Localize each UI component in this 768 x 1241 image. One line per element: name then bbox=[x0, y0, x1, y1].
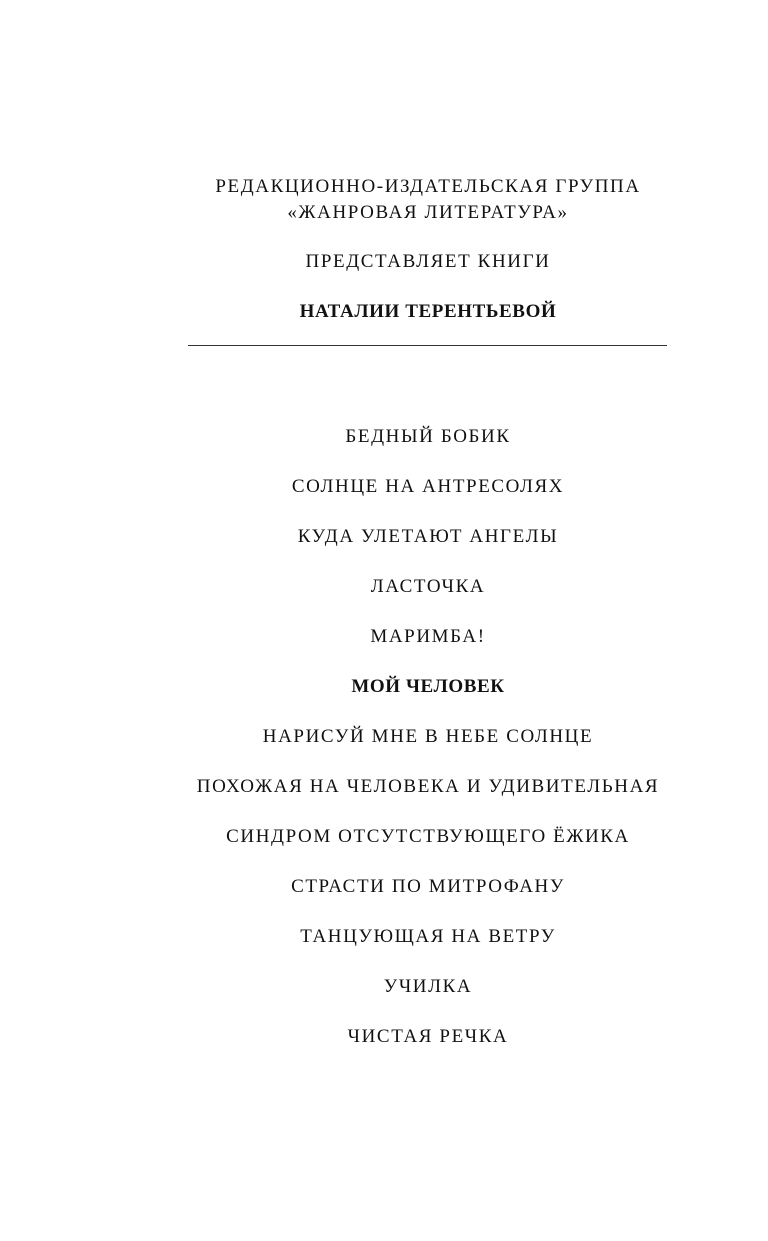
book-title-highlighted: МОЙ ЧЕЛОВЕК bbox=[351, 676, 505, 697]
author-name: НАТАЛИИ ТЕРЕНТЬЕВОЙ bbox=[299, 301, 557, 322]
book-title: МАРИМБА! bbox=[370, 626, 486, 647]
book-title: СОЛНЦЕ НА АНТРЕСОЛЯХ bbox=[291, 476, 565, 497]
divider bbox=[188, 345, 667, 346]
book-title: ТАНЦУЮЩАЯ НА ВЕТРУ bbox=[300, 926, 556, 947]
book-title: ЧИСТАЯ РЕЧКА bbox=[347, 1026, 509, 1047]
book-title: ПОХОЖАЯ НА ЧЕЛОВЕКА И УДИВИТЕЛЬНАЯ bbox=[196, 776, 660, 797]
book-title: НАРИСУЙ МНЕ В НЕБЕ СОЛНЦЕ bbox=[262, 726, 594, 747]
book-title: КУДА УЛЕТАЮТ АНГЕЛЫ bbox=[297, 526, 559, 547]
book-title: УЧИЛКА bbox=[383, 976, 473, 997]
publisher-line-2: «ЖАНРОВАЯ ЛИТЕРАТУРА» bbox=[287, 202, 569, 223]
book-title: СТРАСТИ ПО МИТРОФАНУ bbox=[291, 876, 565, 897]
publisher-line-1: РЕДАКЦИОННО-ИЗДАТЕЛЬСКАЯ ГРУППА bbox=[215, 176, 641, 197]
book-title: СИНДРОМ ОТСУТСТВУЮЩЕГО ЁЖИКА bbox=[226, 826, 630, 847]
presents-line: ПРЕДСТАВЛЯЕТ КНИГИ bbox=[305, 251, 551, 272]
book-title: ЛАСТОЧКА bbox=[370, 576, 486, 597]
book-title: БЕДНЫЙ БОБИК bbox=[345, 426, 511, 447]
